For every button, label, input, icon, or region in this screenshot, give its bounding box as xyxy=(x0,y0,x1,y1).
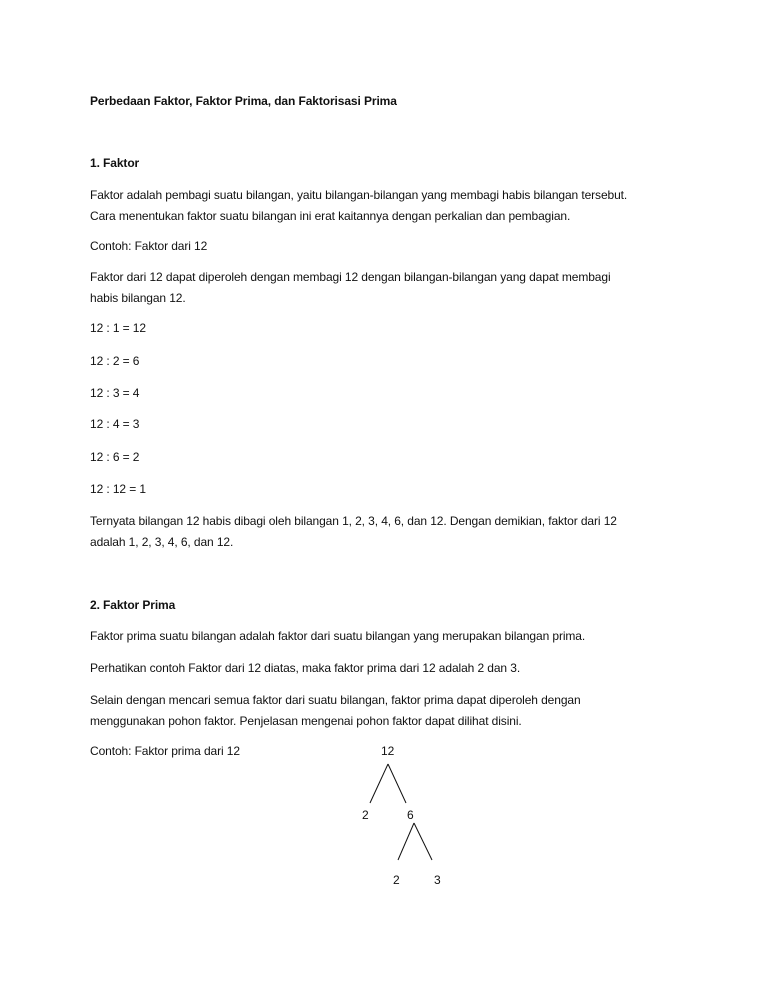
division-row: 12 : 1 = 12 xyxy=(90,321,146,335)
section-heading-faktor-prima: 2. Faktor Prima xyxy=(90,598,176,612)
tree-node-root: 12 xyxy=(381,744,395,758)
tree-branch xyxy=(388,764,406,803)
division-row: 12 : 12 = 1 xyxy=(90,482,146,496)
faktor-prima-example-label: Contoh: Faktor prima dari 12 xyxy=(90,744,240,758)
tree-node-branch: 6 xyxy=(407,808,414,822)
text-line: Faktor adalah pembagi suatu bilangan, yaitu bilangan-bilangan yang membagi habis bilangan tersebut. xyxy=(90,188,628,202)
division-row: 12 : 6 = 2 xyxy=(90,450,140,464)
text-line: Faktor dari 12 dapat diperoleh dengan membagi 12 dengan bilangan-bilangan yang dapat membagi xyxy=(90,270,611,284)
document-title: Perbedaan Faktor, Faktor Prima, dan Faktorisasi Prima xyxy=(90,94,397,108)
text-line: habis bilangan 12. xyxy=(90,291,186,305)
faktor-prima-definition: Faktor prima suatu bilangan adalah faktor dari suatu bilangan yang merupakan bilangan prima. xyxy=(90,629,586,643)
faktor-example-label: Contoh: Faktor dari 12 xyxy=(90,239,208,253)
tree-branch xyxy=(398,823,414,860)
text-line: Ternyata bilangan 12 habis dibagi oleh bilangan 1, 2, 3, 4, 6, dan 12. Dengan demikian, faktor dari 12 xyxy=(90,514,617,528)
tree-branch xyxy=(414,823,432,860)
division-row: 12 : 2 = 6 xyxy=(90,354,140,368)
section-heading-faktor: 1. Faktor xyxy=(90,156,140,170)
text-line: menggunakan pohon faktor. Penjelasan mengenai pohon faktor dapat dilihat disini. xyxy=(90,714,522,728)
tree-node-leaf: 3 xyxy=(434,873,441,887)
tree-branch xyxy=(370,764,388,803)
text-line: adalah 1, 2, 3, 4, 6, dan 12. xyxy=(90,535,234,549)
tree-node-leaf: 2 xyxy=(362,808,369,822)
division-row: 12 : 4 = 3 xyxy=(90,417,140,431)
text-line: Cara menentukan faktor suatu bilangan ini erat kaitannya dengan perkalian dan pembagian. xyxy=(90,209,571,223)
tree-node-leaf: 2 xyxy=(393,873,400,887)
division-row: 12 : 3 = 4 xyxy=(90,386,140,400)
text-line: Selain dengan mencari semua faktor dari suatu bilangan, faktor prima dapat diperoleh dengan xyxy=(90,693,581,707)
faktor-prima-note: Perhatikan contoh Faktor dari 12 diatas, maka faktor prima dari 12 adalah 2 dan 3. xyxy=(90,661,521,675)
